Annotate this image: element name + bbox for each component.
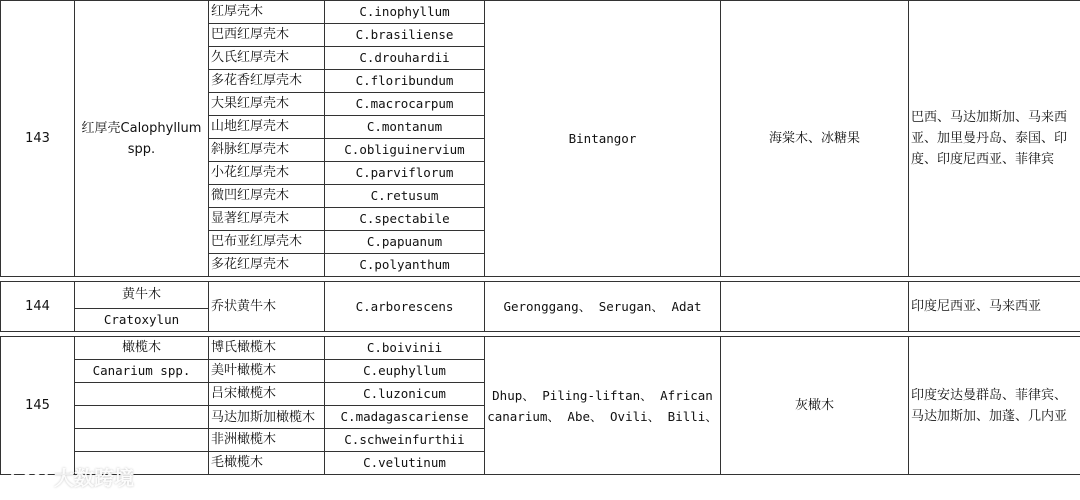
species-cn: 微凹红厚壳木 [209,185,325,208]
species-latin: C.inophyllum [325,1,485,24]
species-latin: C.papuanum [325,231,485,254]
species-latin: C.euphyllum [325,360,485,383]
species-latin: C.arborescens [325,282,485,332]
origin: 印度尼西亚、马来西亚 [909,282,1080,332]
empty-cell [75,429,209,452]
common-name: 海棠木、冰糖果 [721,1,909,277]
species-latin: C.retusum [325,185,485,208]
species-latin: C.macrocarpum [325,93,485,116]
species-cn: 毛橄榄木 [209,452,325,475]
species-latin: C.spectabile [325,208,485,231]
empty-cell [75,383,209,406]
species-latin: C.montanum [325,116,485,139]
species-cn: 多花香红厚壳木 [209,70,325,93]
trade-name: Geronggang、 Serugan、 Adat [485,282,721,332]
species-latin: C.polyanthum [325,254,485,277]
genus-cn: 橄榄木 [75,337,209,360]
row-143 [1,1,1080,24]
species-cn: 美叶橄榄木 [209,360,325,383]
logo-icon [8,463,48,491]
common-name [721,282,909,332]
species-cn: 马达加斯加橄榄木 [209,406,325,429]
species-cn: 巴布亚红厚壳木 [209,231,325,254]
species-cn: 大果红厚壳木 [209,93,325,116]
species-latin: C.brasiliense [325,24,485,47]
species-cn: 红厚壳木 [209,1,325,24]
trade-name: Dhup、 Piling-liftan、 African canarium、 Abe、 Ovili、 Billi、 [485,337,721,475]
species-cn: 小花红厚壳木 [209,162,325,185]
species-cn: 斜脉红厚壳木 [209,139,325,162]
species-latin: C.schweinfurthii [325,429,485,452]
species-latin: C.boivinii [325,337,485,360]
row-144 [1,282,1080,309]
species-latin: C.luzonicum [325,383,485,406]
species-latin: C.obliguinervium [325,139,485,162]
genus-latin: Canarium spp. [75,360,209,383]
row-number: 145 [1,337,75,475]
species-latin: C.floribundum [325,70,485,93]
species-cn: 山地红厚壳木 [209,116,325,139]
genus-latin: Cratoxylun [75,309,209,332]
species-cn: 乔状黄牛木 [209,282,325,332]
species-cn: 吕宋橄榄木 [209,383,325,406]
species-latin: C.parviflorum [325,162,485,185]
species-latin: C.drouhardii [325,47,485,70]
species-cn: 久氏红厚壳木 [209,47,325,70]
row-number: 144 [1,282,75,332]
origin: 巴西、马达加斯加、马来西亚、加里曼丹岛、泰国、印度、印度尼西亚、菲律宾 [909,1,1080,277]
species-latin: C.madagascariense [325,406,485,429]
row-number: 143 [1,1,75,277]
trade-name: Bintangor [485,1,721,277]
origin: 印度安达曼群岛、菲律宾、马达加斯加、加蓬、几内亚 [909,337,1080,475]
species-cn: 巴西红厚壳木 [209,24,325,47]
species-latin: C.velutinum [325,452,485,475]
empty-cell [75,406,209,429]
species-cn: 显著红厚壳木 [209,208,325,231]
species-cn: 多花红厚壳木 [209,254,325,277]
genus-name: 红厚壳Calophyllum spp. [75,1,209,277]
species-cn: 博氏橄榄木 [209,337,325,360]
common-name: 灰橄木 [721,337,909,475]
genus-cn: 黄牛木 [75,282,209,309]
row-145 [1,337,1080,360]
species-cn: 非洲橄榄木 [209,429,325,452]
watermark-text: 大数跨境 [54,466,134,490]
watermark [8,462,134,491]
